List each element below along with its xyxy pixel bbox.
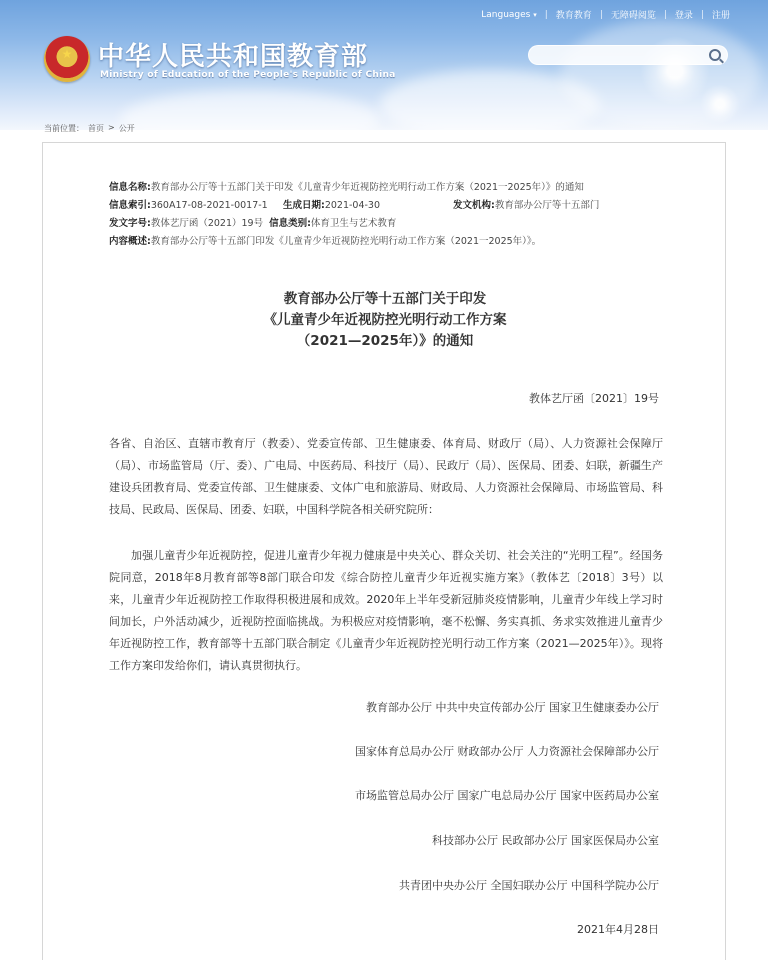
- info-org-label: 发文机构:: [453, 200, 495, 211]
- info-org-value: 教育部办公厅等十五部门: [494, 200, 600, 211]
- breadcrumb: [44, 123, 135, 134]
- breadcrumb-separator: >: [108, 123, 115, 132]
- info-date-value: 2021-04-30: [324, 200, 381, 211]
- addressees-paragraph: 各省、自治区、直辖市教育厅（教委）、党委宣传部、卫生健康委、体育局、财政厅（局）、人力资源社会保障厅（局）、市场监管局（厅、委）、广电局、中医药局、科技厅（局）、民政厅（局）、医保局、团委、妇联，新疆生产建设兵团教育局、党委宣传部、卫生健康委、文体广电和旅游局、财政局、人力资源社会保障局、市场监管局、科技局、民政局、医保局、团委、妇联，中国科学院各相关研究院所：: [109, 437, 663, 516]
- register-link[interactable]: 注册: [711, 11, 730, 21]
- signature-line: 国家体育总局办公厅 财政部办公厅 人力资源社会保障部办公厅: [355, 745, 659, 758]
- info-summary-label: 内容概述:: [109, 236, 151, 247]
- chevron-down-icon: ▾: [533, 10, 537, 19]
- search-input[interactable]: [529, 50, 699, 68]
- info-category-value: 体育卫生与艺术教育: [310, 218, 397, 229]
- info-summary-value: 教育部办公厅等十五部门印发《儿童青少年近视防控光明行动工作方案（2021一2025年）》。: [150, 236, 542, 247]
- title-line: （2021—2025年）》的通知: [296, 333, 474, 349]
- national-emblem-icon[interactable]: [44, 36, 90, 82]
- site-title[interactable]: 中华人民共和国教育部: [98, 42, 369, 72]
- document-date: 2021年4月28日: [577, 923, 659, 936]
- divider: |: [700, 9, 704, 20]
- info-docno-value: 教体艺厅函（2021）19号: [150, 218, 264, 229]
- document-title: [43, 289, 727, 352]
- info-table: [109, 179, 669, 251]
- signature-line: 教育部办公厅 中共中央宣传部办公厅 国家卫生健康委办公厅: [366, 701, 659, 714]
- star-icon: ★: [61, 47, 73, 61]
- signature-line: 共青团中央办公厅 全国妇联办公厅 中国科学院办公厅: [399, 879, 659, 892]
- cloud-decoration: [120, 90, 380, 130]
- article-container: [42, 142, 726, 960]
- divider: |: [663, 9, 667, 20]
- site-header: [0, 0, 768, 130]
- top-nav: [481, 8, 730, 21]
- old-version-link[interactable]: 教育教育: [555, 11, 592, 21]
- info-index-label: 信息索引:: [109, 200, 151, 211]
- dandelion-decoration: [700, 84, 740, 124]
- site-title-en: Ministry of Education of the People's Republic of China: [100, 70, 396, 80]
- login-link[interactable]: 登录: [674, 11, 693, 21]
- breadcrumb-label: 当前位置：: [44, 124, 84, 133]
- title-line: 教育部办公厅等十五部门关于印发: [283, 291, 487, 307]
- languages-menu[interactable]: Languages ▾: [481, 9, 537, 20]
- info-name-value: 教育部办公厅等十五部门关于印发《儿童青少年近视防控光明行动工作方案（2021一2025年）》的通知: [150, 182, 584, 193]
- info-name-label: 信息名称:: [109, 182, 151, 193]
- title-line: 《儿童青少年近视防控光明行动工作方案: [263, 312, 507, 328]
- signature-line: 市场监管总局办公厅 国家广电总局办公厅 国家中医药局办公室: [355, 789, 659, 802]
- signature-line: 科技部办公厅 民政部办公厅 国家医保局办公室: [432, 834, 659, 847]
- divider: |: [599, 9, 603, 20]
- info-row: [109, 197, 669, 215]
- info-date-label: 生成日期:: [283, 200, 325, 211]
- info-row: [109, 215, 669, 233]
- search-icon[interactable]: [709, 49, 721, 61]
- info-row: [109, 233, 669, 251]
- info-index-value: 360A17-08-2021-0017-1: [150, 200, 268, 211]
- search-box: [528, 45, 728, 65]
- document-number: 教体艺厅函〔2021〕19号: [529, 392, 659, 405]
- body-paragraph: 加强儿童青少年近视防控，促进儿童青少年视力健康是中央关心、群众关切、社会关注的“光明工程”。经国务院同意，2018年8月教育部等8部门联合印发《综合防控儿童青少年近视实施方案》（教体艺〔2018〕3号）以来，儿童青少年近视防控工作取得积极进展和成效。2020年上半年受新冠肺炎疫情影响，儿童青少年线上学习时间加长，户外活动减少，近视防控面临挑战。为积极应对疫情影响，毫不松懈、务实真抓、务求实效推进儿童青少年近视防控工作，教育部等十五部门联合制定《儿童青少年近视防控光明行动工作方案（2021—2025年）》。现将工作方案印发给你们，请认真贯彻执行。: [109, 549, 663, 672]
- breadcrumb-current[interactable]: 公开: [118, 124, 135, 133]
- info-docno-label: 发文字号:: [109, 218, 151, 229]
- breadcrumb-home[interactable]: 首页: [88, 124, 104, 133]
- info-row: [109, 179, 669, 197]
- info-category-label: 信息类别:: [269, 218, 311, 229]
- accessibility-link[interactable]: 无障碍阅览: [610, 11, 656, 21]
- divider: |: [544, 9, 548, 20]
